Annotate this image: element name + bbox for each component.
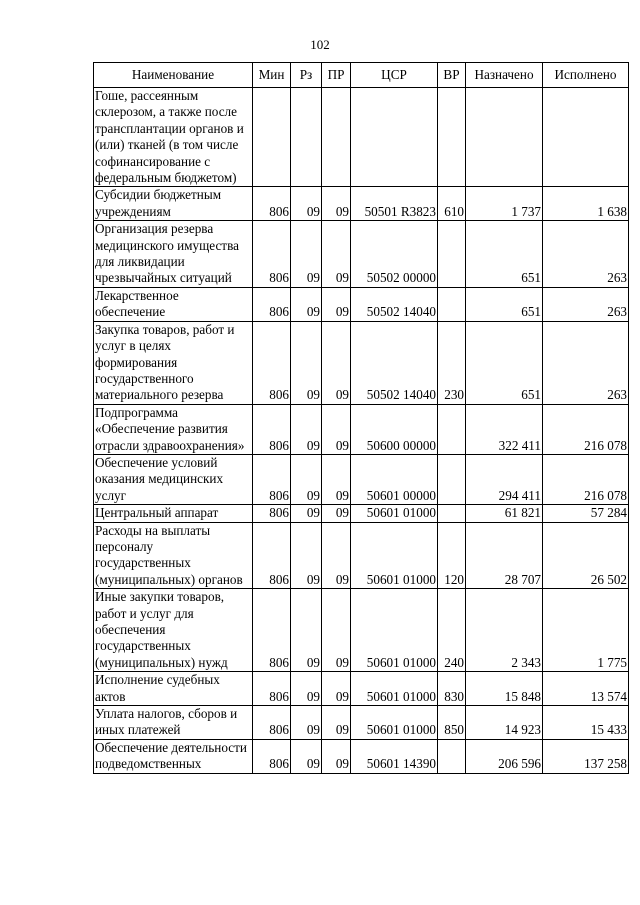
cell-vr: 230	[438, 321, 466, 404]
table-row	[94, 454, 629, 504]
page-number: 102	[310, 37, 330, 52]
header-planned: Назначено	[466, 63, 543, 88]
cell-name: Лекарственное обеспечение	[94, 287, 253, 321]
cell-pr: 09	[322, 522, 351, 589]
cell-csr: 50502 14040	[351, 321, 438, 404]
cell-vr	[438, 221, 466, 288]
table-row	[94, 287, 629, 321]
cell-planned: 28 707	[466, 522, 543, 589]
cell-rz: 09	[291, 187, 322, 221]
cell-pr: 09	[322, 454, 351, 504]
cell-planned	[466, 88, 543, 187]
cell-name: Исполнение судебных актов	[94, 672, 253, 706]
cell-pr: 09	[322, 221, 351, 288]
cell-csr: 50502 00000	[351, 221, 438, 288]
header-min: Мин	[253, 63, 291, 88]
cell-executed: 263	[543, 221, 629, 288]
table-row	[94, 672, 629, 706]
cell-rz: 09	[291, 522, 322, 589]
cell-vr: 830	[438, 672, 466, 706]
cell-pr: 09	[322, 505, 351, 522]
header-csr: ЦСР	[351, 63, 438, 88]
table-row	[94, 221, 629, 288]
cell-pr: 09	[322, 187, 351, 221]
cell-planned: 2 343	[466, 589, 543, 672]
cell-min: 806	[253, 589, 291, 672]
cell-csr: 50601 01000	[351, 706, 438, 740]
cell-executed: 137 258	[543, 739, 629, 773]
cell-pr: 09	[322, 321, 351, 404]
cell-planned: 651	[466, 221, 543, 288]
header-pr: ПР	[322, 63, 351, 88]
cell-csr: 50601 01000	[351, 589, 438, 672]
cell-executed: 263	[543, 321, 629, 404]
cell-rz: 09	[291, 505, 322, 522]
header-name: Наименование	[94, 63, 253, 88]
budget-table	[93, 62, 629, 774]
cell-vr	[438, 287, 466, 321]
cell-rz: 09	[291, 672, 322, 706]
cell-executed: 216 078	[543, 454, 629, 504]
cell-vr: 850	[438, 706, 466, 740]
cell-planned: 294 411	[466, 454, 543, 504]
cell-min: 806	[253, 739, 291, 773]
cell-csr: 50601 01000	[351, 522, 438, 589]
header-rz: Рз	[291, 63, 322, 88]
cell-min: 806	[253, 522, 291, 589]
cell-planned: 15 848	[466, 672, 543, 706]
cell-vr	[438, 404, 466, 454]
cell-vr	[438, 454, 466, 504]
cell-name: Центральный аппарат	[94, 505, 253, 522]
cell-csr: 50502 14040	[351, 287, 438, 321]
cell-name: Иные закупки товаров, работ и услуг для обеспечения государственных (муниципальных) нужд	[94, 589, 253, 672]
cell-executed: 13 574	[543, 672, 629, 706]
cell-planned: 14 923	[466, 706, 543, 740]
cell-vr	[438, 88, 466, 187]
cell-planned: 651	[466, 287, 543, 321]
cell-min: 806	[253, 706, 291, 740]
header-executed: Исполнено	[543, 63, 629, 88]
cell-executed: 15 433	[543, 706, 629, 740]
table-body	[94, 88, 629, 774]
cell-vr: 240	[438, 589, 466, 672]
cell-rz: 09	[291, 454, 322, 504]
cell-executed: 263	[543, 287, 629, 321]
table-row	[94, 522, 629, 589]
cell-rz: 09	[291, 589, 322, 672]
cell-rz: 09	[291, 287, 322, 321]
cell-planned: 61 821	[466, 505, 543, 522]
cell-min: 806	[253, 454, 291, 504]
cell-name: Обеспечение условий оказания медицинских услуг	[94, 454, 253, 504]
table-header-row	[94, 63, 629, 88]
cell-name: Субсидии бюджетным учреждениям	[94, 187, 253, 221]
cell-executed: 216 078	[543, 404, 629, 454]
cell-executed: 57 284	[543, 505, 629, 522]
cell-csr: 50601 01000	[351, 505, 438, 522]
cell-pr: 09	[322, 404, 351, 454]
cell-executed: 1 638	[543, 187, 629, 221]
cell-pr: 09	[322, 589, 351, 672]
cell-csr	[351, 88, 438, 187]
cell-vr	[438, 505, 466, 522]
cell-pr: 09	[322, 672, 351, 706]
cell-name: Обеспечение деятельности подведомственных	[94, 739, 253, 773]
cell-name: Расходы на выплаты персоналу государственных (муниципальных) органов	[94, 522, 253, 589]
table-row	[94, 321, 629, 404]
cell-planned: 206 596	[466, 739, 543, 773]
cell-executed: 1 775	[543, 589, 629, 672]
cell-vr	[438, 739, 466, 773]
table-row	[94, 739, 629, 773]
cell-min	[253, 88, 291, 187]
cell-planned: 322 411	[466, 404, 543, 454]
cell-min: 806	[253, 221, 291, 288]
cell-pr: 09	[322, 706, 351, 740]
cell-name: Гоше, рассеянным склерозом, а также после трансплантации органов и (или) тканей (в том числе софинансирование с федеральным бюджетом)	[94, 88, 253, 187]
cell-name: Закупка товаров, работ и услуг в целях формирования государственного материального резерва	[94, 321, 253, 404]
cell-min: 806	[253, 672, 291, 706]
cell-pr: 09	[322, 287, 351, 321]
cell-rz: 09	[291, 706, 322, 740]
cell-rz: 09	[291, 221, 322, 288]
cell-name: Организация резерва медицинского имущества для ликвидации чрезвычайных ситуаций	[94, 221, 253, 288]
cell-rz: 09	[291, 321, 322, 404]
cell-rz: 09	[291, 404, 322, 454]
cell-rz	[291, 88, 322, 187]
cell-min: 806	[253, 187, 291, 221]
cell-name: Уплата налогов, сборов и иных платежей	[94, 706, 253, 740]
cell-csr: 50601 14390	[351, 739, 438, 773]
cell-executed	[543, 88, 629, 187]
cell-pr	[322, 88, 351, 187]
cell-pr: 09	[322, 739, 351, 773]
table-row	[94, 404, 629, 454]
cell-csr: 50501 R3823	[351, 187, 438, 221]
header-vr: ВР	[438, 63, 466, 88]
cell-vr: 120	[438, 522, 466, 589]
table-row	[94, 589, 629, 672]
cell-executed: 26 502	[543, 522, 629, 589]
cell-csr: 50601 01000	[351, 672, 438, 706]
cell-min: 806	[253, 287, 291, 321]
cell-csr: 50601 00000	[351, 454, 438, 504]
cell-min: 806	[253, 321, 291, 404]
cell-planned: 651	[466, 321, 543, 404]
cell-csr: 50600 00000	[351, 404, 438, 454]
cell-vr: 610	[438, 187, 466, 221]
table-row	[94, 88, 629, 187]
cell-min: 806	[253, 404, 291, 454]
table-row	[94, 187, 629, 221]
table-row	[94, 706, 629, 740]
cell-planned: 1 737	[466, 187, 543, 221]
cell-rz: 09	[291, 739, 322, 773]
table-row	[94, 505, 629, 522]
cell-min: 806	[253, 505, 291, 522]
cell-name: Подпрограмма «Обеспечение развития отрасли здравоохранения»	[94, 404, 253, 454]
